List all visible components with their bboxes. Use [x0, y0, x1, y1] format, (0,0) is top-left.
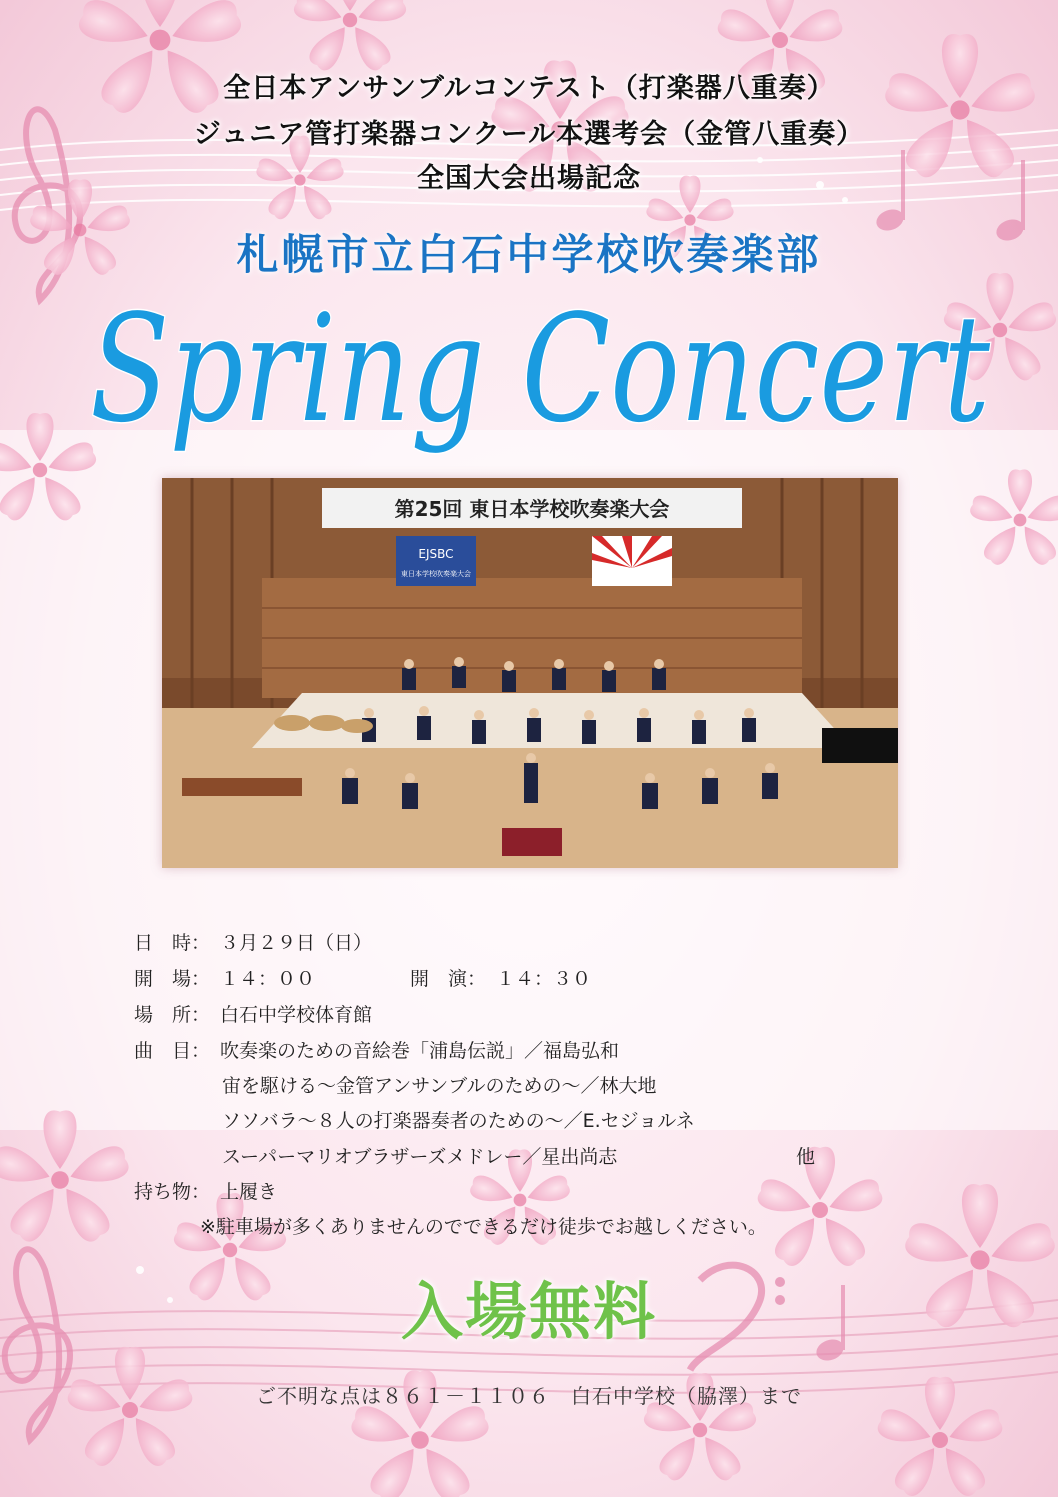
photo-flag-right-text: 朝: [625, 567, 639, 581]
program-item: ソソバラ～８人の打楽器奏者のための～／E.セジョルネ: [222, 1110, 695, 1132]
time-row: [134, 964, 854, 991]
free-admission: 入場無料: [400, 1275, 657, 1348]
place-value: 白石中学校体育館: [220, 1004, 373, 1026]
program-item: スーパーマリオブラザーズメドレー／星出尚志: [222, 1146, 618, 1168]
photo-flag-left-text: EJSBC: [418, 547, 454, 561]
concert-title: [60, 280, 1020, 510]
school-name: 札幌市立白石中学校吹奏楽部: [236, 230, 822, 279]
program-item: 宙を駆ける～金管アンサンブルのための～／林大地: [222, 1075, 657, 1097]
bring-label: 持ち物：: [134, 1181, 211, 1203]
program-label: 曲 目：: [134, 1040, 211, 1062]
concert-photo: [162, 478, 898, 868]
start-value: １４：３０: [496, 968, 592, 990]
open-value: １４：００: [220, 968, 316, 990]
place-row: [134, 1000, 854, 1027]
place-label: 場 所：: [134, 1004, 211, 1026]
date-value: ３月２９日（日）: [220, 932, 373, 954]
open-label: 開 場：: [134, 968, 211, 990]
contact-info: ご不明な点は８６１－１１０６ 白石中学校（脇澤）まで: [256, 1384, 802, 1408]
header-line-1: 全日本アンサンブルコンテスト（打楽器八重奏）: [223, 73, 835, 104]
bring-value: 上履き: [220, 1181, 278, 1203]
program-row: [134, 1036, 854, 1063]
parking-note: ※駐車場が多くありませんのでできるだけ徒歩でお越しください。: [200, 1216, 767, 1238]
start-label: 開 演：: [410, 968, 487, 990]
program-item: 吹奏楽のための音絵巻「浦島伝説」／福島弘和: [220, 1040, 620, 1062]
header-line-3: 全国大会出場記念: [417, 163, 641, 194]
photo-banner-text: 第25回 東日本学校吹奏楽大会: [394, 497, 670, 521]
concert-title-text: Spring Concert: [90, 283, 991, 455]
bring-row: [134, 1177, 854, 1204]
program-other: 他: [796, 1146, 816, 1168]
photo-flag-left-subtext: 東日本学校吹奏楽大会: [401, 570, 471, 578]
header-line-2: ジュニア管打楽器コンクール本選考会（金管八重奏）: [193, 119, 865, 150]
date-label: 日 時：: [134, 932, 211, 954]
date-row: [134, 928, 854, 955]
